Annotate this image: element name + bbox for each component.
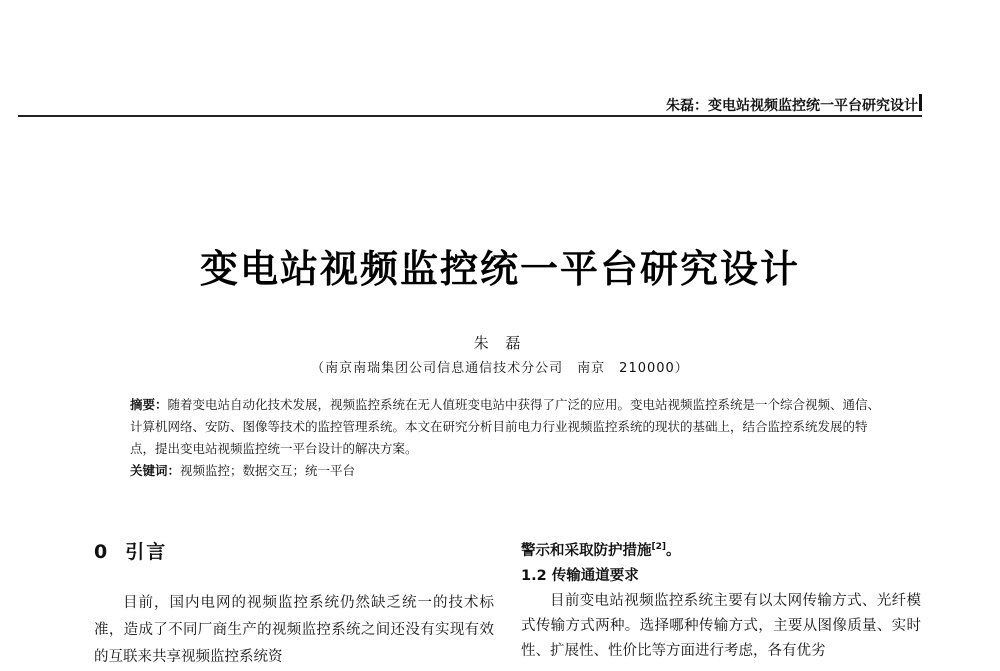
intro-paragraph: 目前，国内电网的视频监控系统仍然缺乏统一的技术标准，造成了不同厂商生产的视频监控系统之间还没有实现有效的互联来共享视频监控系统资 [94,595,494,665]
keywords-text: 视频监控；数据交互；统一平台 [180,463,356,478]
author-affiliation: （南京南瑞集团公司信息通信技术分公司 南京 210000） [311,361,689,376]
section-number: 0 [94,541,110,563]
continuation-end: 。 [666,542,681,559]
running-header: 朱磊：变电站视频监控统一平台研究设计 [666,98,918,114]
section-heading-introduction [94,537,167,564]
keywords-label: 关键词： [130,463,181,478]
abstract [130,394,890,460]
transmission-paragraph: 目前变电站视频监控系统主要有以太网传输方式、光纤模式传输方式两种。选择哪种传输方式，主要从图像质量、实时性、扩展性、性价比等方面进行考虑，各有优劣 [521,592,921,659]
section-title: 引言 [125,541,168,563]
header-bar-mark [919,94,922,111]
continuation-line [521,535,921,564]
continuation-text: 警示和采取防护措施 [521,542,652,559]
keywords [130,460,890,482]
author-name: 朱 磊 [473,334,527,352]
abstract-label: 摘要： [130,397,168,412]
right-column [521,535,921,664]
paper-title: 变电站视频监控统一平台研究设计 [199,247,800,291]
subsection-heading: 1.2 传输通道要求 [521,567,639,584]
citation-mark: [2] [651,542,666,552]
header-rule [18,115,922,117]
abstract-text: 随着变电站自动化技术发展，视频监控系统在无人值班变电站中获得了广泛的应用。变电站视频监控系统是一个综合视频、通信、计算机网络、安防、图像等技术的监控管理系统。本文在研究分析目前电力行业视频监控系统的现状的基础上，结合监控系统发展的特点，提出变电站视频监控统一平台设计的解决方案。 [130,397,881,456]
